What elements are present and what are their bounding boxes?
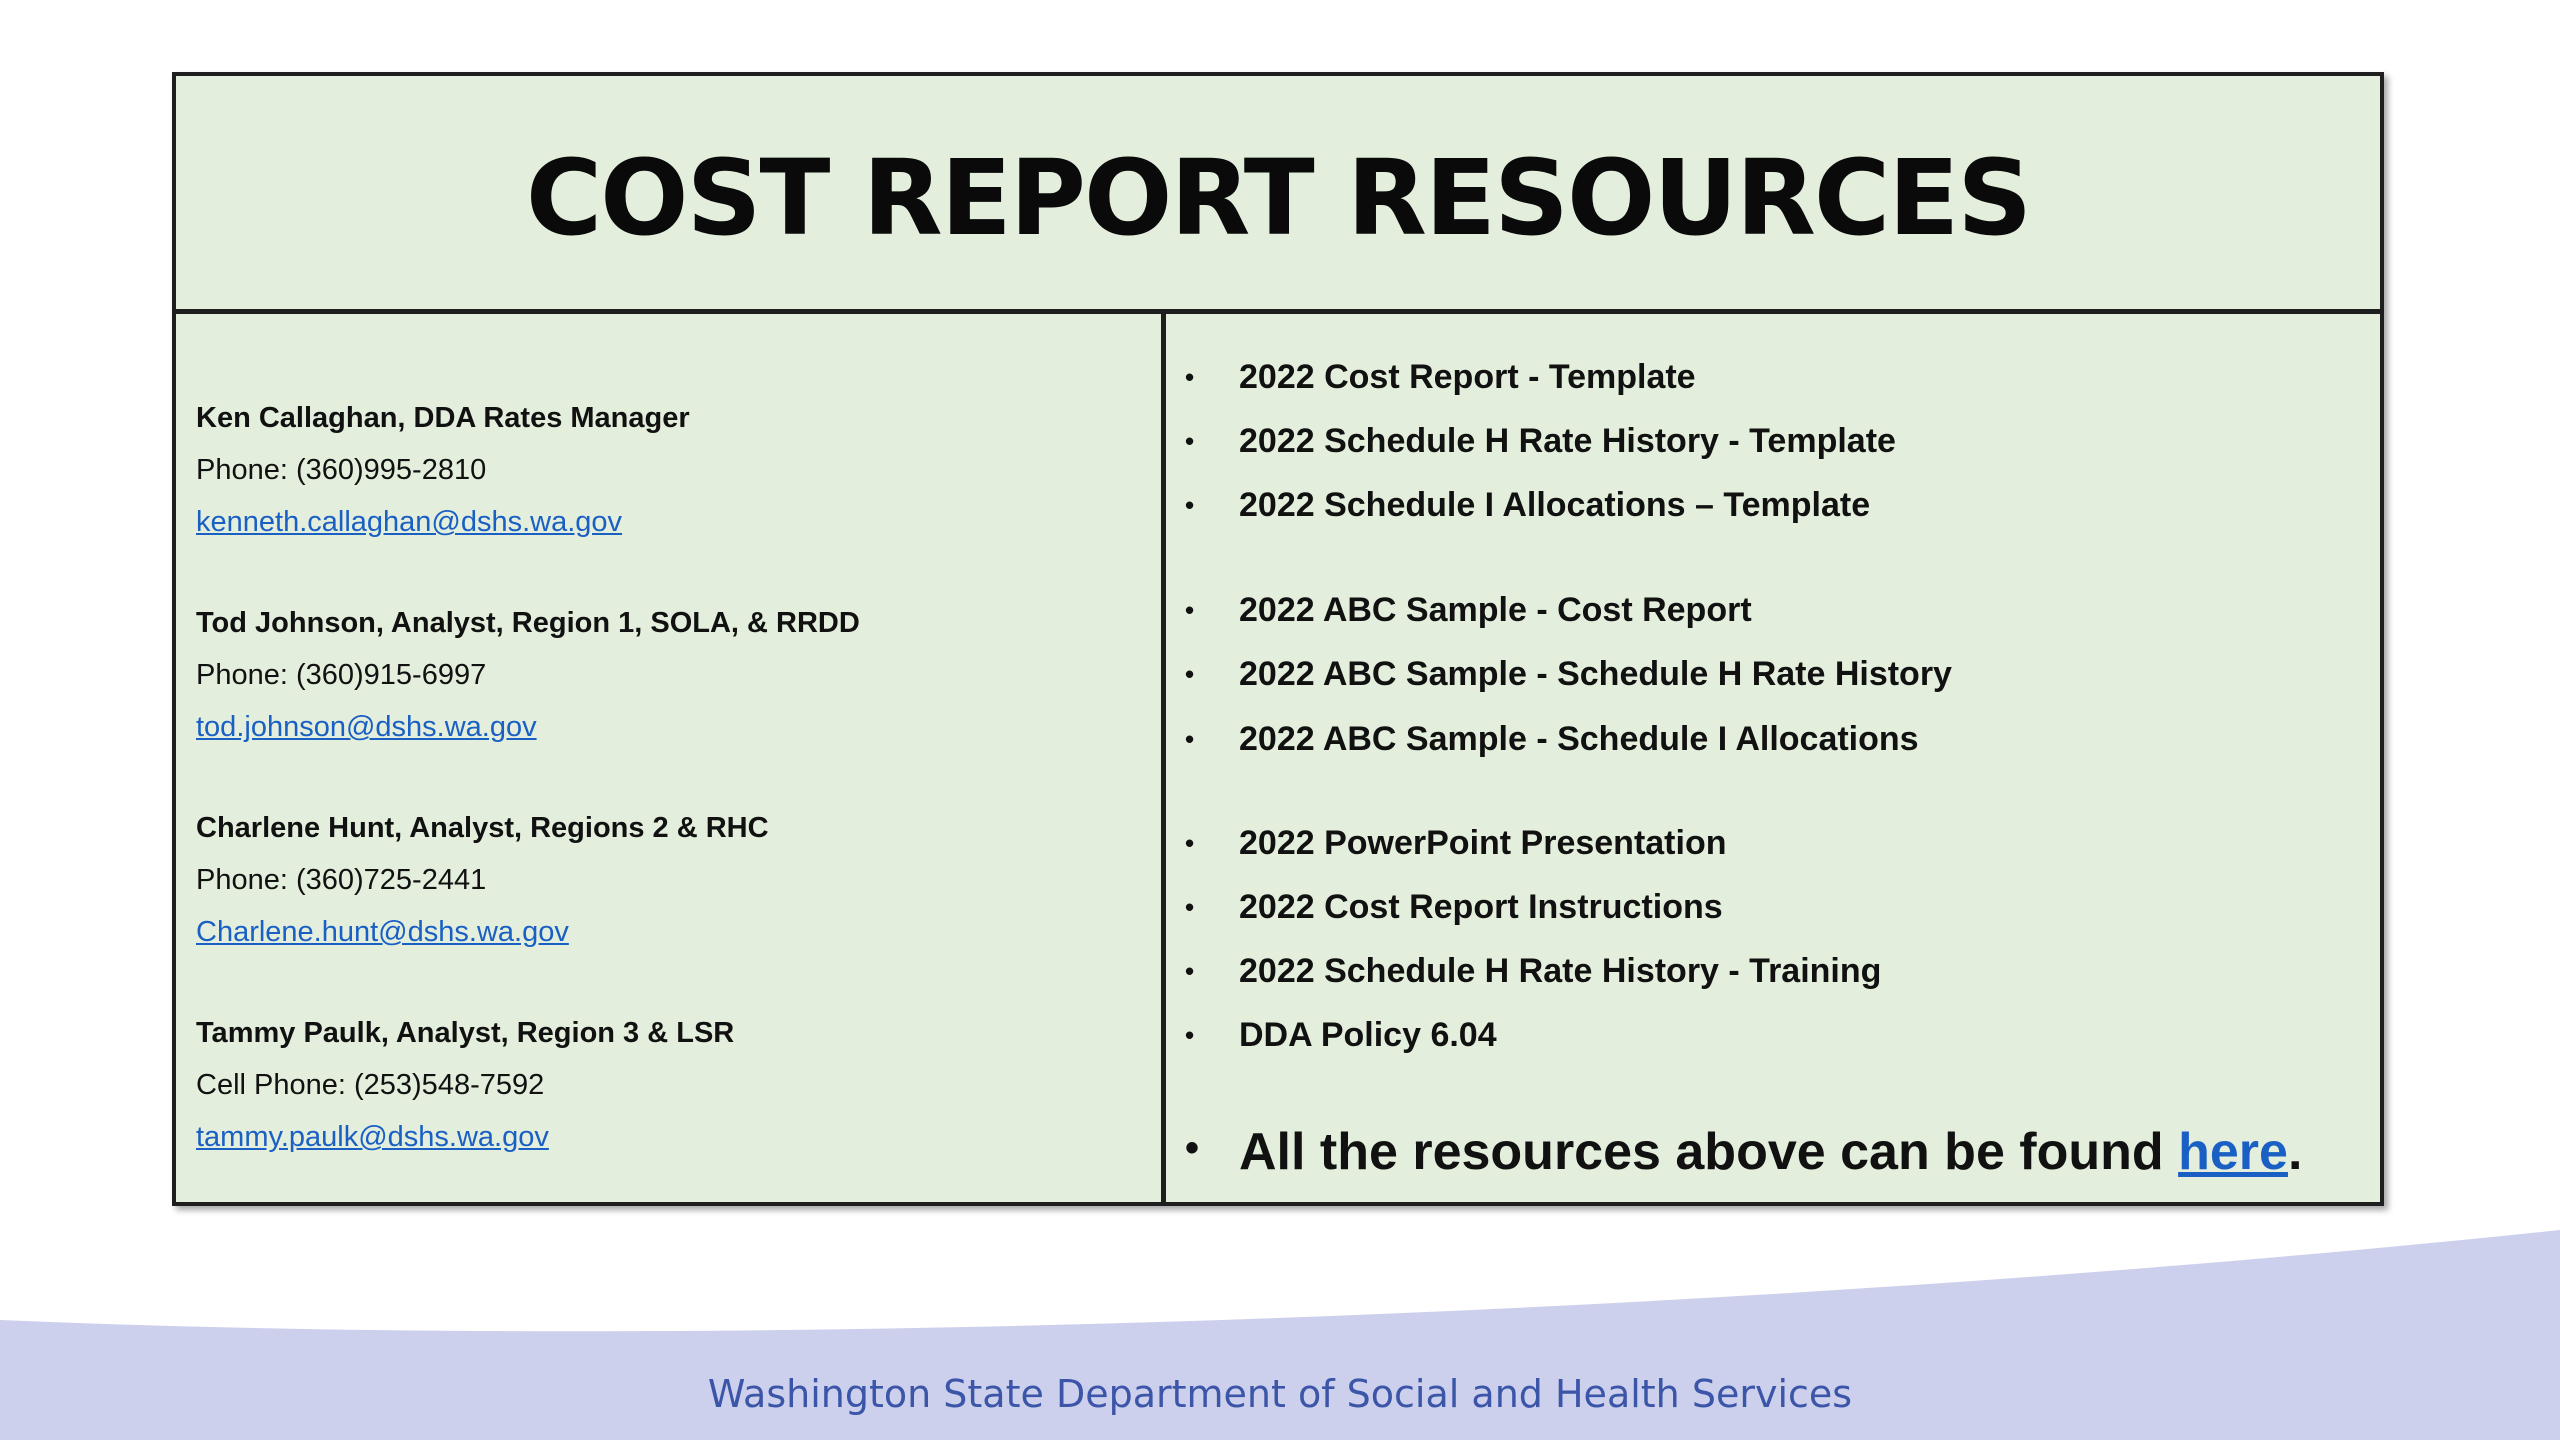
resource-slide bbox=[172, 72, 2384, 1206]
resource-label: 2022 ABC Sample - Schedule I Allocations bbox=[1239, 720, 1919, 758]
contact-phone: Phone: (360)725-2441 bbox=[196, 864, 487, 896]
resource-label: 2022 Schedule H Rate History - Training bbox=[1239, 952, 1882, 990]
note-label: All the resources above can be found bbox=[1239, 1123, 2179, 1181]
contacts-panel bbox=[176, 314, 1166, 1202]
contact-email-link[interactable]: kenneth.callaghan@dshs.wa.gov bbox=[196, 506, 623, 538]
here-link[interactable]: here bbox=[2178, 1123, 2288, 1181]
bullet-icon: • bbox=[1185, 828, 1195, 858]
bullet-icon: • bbox=[1185, 490, 1195, 520]
contact-block bbox=[196, 392, 690, 548]
resource-label: 2022 Cost Report Instructions bbox=[1239, 888, 1723, 926]
resource-label: DDA Policy 6.04 bbox=[1239, 1016, 1497, 1054]
bullet-icon: • bbox=[1185, 362, 1195, 392]
resource-label: 2022 Schedule H Rate History - Template bbox=[1239, 422, 1896, 460]
resource-label: 2022 ABC Sample - Schedule H Rate History bbox=[1239, 655, 1952, 693]
bullet-icon: • bbox=[1185, 724, 1195, 754]
footer-organization: Washington State Department of Social and Health Services bbox=[707, 1372, 1853, 1416]
bullet-icon: • bbox=[1185, 1020, 1195, 1050]
resource-label: 2022 ABC Sample - Cost Report bbox=[1239, 591, 1752, 629]
title-box bbox=[176, 76, 2380, 314]
bullet-icon: • bbox=[1185, 956, 1195, 986]
contact-email-link[interactable]: tod.johnson@dshs.wa.gov bbox=[196, 711, 537, 743]
resource-label: 2022 PowerPoint Presentation bbox=[1239, 824, 1727, 862]
bullet-icon: • bbox=[1185, 1126, 1200, 1170]
bullet-icon: • bbox=[1185, 426, 1195, 456]
contact-block bbox=[196, 802, 769, 958]
resources-panel bbox=[1171, 314, 2380, 1202]
contact-name: Tod Johnson, Analyst, Region 1, SOLA, & RRDD bbox=[196, 607, 860, 639]
contact-email-link[interactable]: Charlene.hunt@dshs.wa.gov bbox=[196, 916, 569, 948]
contact-name: Tammy Paulk, Analyst, Region 3 & LSR bbox=[196, 1017, 735, 1049]
contact-phone: Phone: (360)995-2810 bbox=[196, 454, 487, 486]
bullet-icon: • bbox=[1185, 659, 1195, 689]
bullet-icon: • bbox=[1185, 892, 1195, 922]
contact-block bbox=[196, 597, 860, 753]
contact-name: Ken Callaghan, DDA Rates Manager bbox=[196, 402, 690, 434]
note-text bbox=[1239, 1122, 2302, 1182]
resource-label: 2022 Schedule I Allocations – Template bbox=[1239, 486, 1871, 524]
contact-phone: Cell Phone: (253)548-7592 bbox=[196, 1069, 545, 1101]
contact-block bbox=[196, 1007, 734, 1163]
resource-label: 2022 Cost Report - Template bbox=[1239, 358, 1696, 396]
page-title: COST REPORT RESOURCES bbox=[525, 136, 2031, 259]
bullet-icon: • bbox=[1185, 595, 1195, 625]
contact-phone: Phone: (360)915-6997 bbox=[196, 659, 487, 691]
note-trail: . bbox=[2287, 1123, 2303, 1181]
contact-name: Charlene Hunt, Analyst, Regions 2 & RHC bbox=[196, 812, 769, 844]
contact-email-link[interactable]: tammy.paulk@dshs.wa.gov bbox=[196, 1121, 549, 1153]
